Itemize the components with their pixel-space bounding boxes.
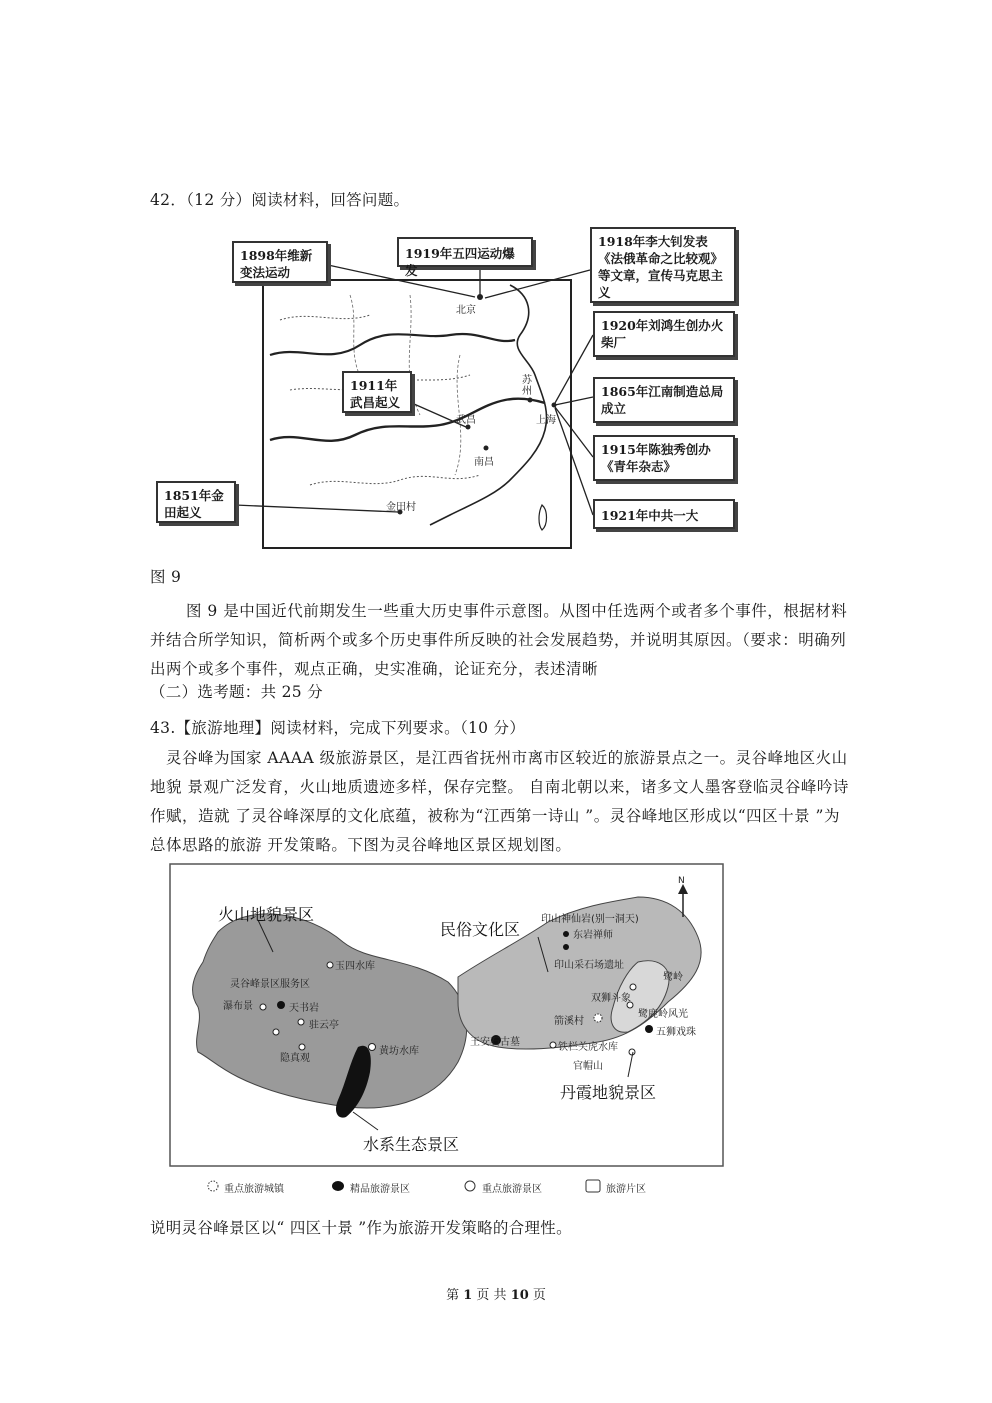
city-nanchang: 南昌 [474, 457, 494, 468]
spot-shuangshi: 双狮斗象 [591, 993, 631, 1004]
city-beijing: 北京 [456, 305, 476, 316]
q42-heading: 42．（12 分）阅读材料，回答问题。 [150, 191, 410, 209]
q42-paragraph: 图 9 是中国近代前期发生一些重大历史事件示意图。从图中任选两个或者多个事件，根据材料并结合所学知识，简析两个或多个历史事件所反映的社会发展趋势，并说明其原因。（要求：明确列出两个或多个事件，观点正确，史实准确，论证充分，表述清晰 [150, 602, 848, 678]
legend-area: 旅游片区 [606, 1184, 646, 1195]
legend-town: 重点旅游城镇 [224, 1184, 284, 1195]
event-box-1918: 1918年李大钊发表《法俄革命之比较观》等文章，宣传马克思主义 [590, 227, 736, 303]
spot-fuwu: 灵谷峰景区服务区 [230, 979, 310, 990]
zone-folk-label: 民俗文化区 [440, 920, 521, 939]
event-box-1921: 1921年中共一大 [593, 499, 735, 529]
spot-wangan: 王安石古墓 [470, 1037, 520, 1048]
q43-paragraph: 灵谷峰为国家 AAAA 级旅游景区，是江西省抚州市离市区较近的旅游景点之一。灵谷峰地区火山地貌 景观广泛发育，火山地质遗迹多样，保存完整。 自南北朝以来，诸多文人墨客登临灵谷峰吟诗作赋，造就 了灵谷峰深厚的文化底蕴，被称为“江西第一诗山 ”。灵谷峰地区形成以“四区十景 ”为总体思路的旅游 开发策略。下图为灵谷峰地区景区规划图。 [150, 749, 849, 854]
spot-lingling: 鹭岭 [663, 972, 683, 983]
legend-boutique: 精品旅游景区 [350, 1184, 410, 1195]
zone-volcano-label: 火山地貌景区 [218, 905, 315, 924]
legend-key: 重点旅游景区 [482, 1184, 542, 1195]
spot-yusi: 玉四水库 [335, 961, 375, 972]
spot-yinshan-caishi: 印山采石场遗址 [554, 960, 624, 971]
zone-danxia-label: 丹霞地貌景区 [560, 1083, 657, 1102]
footer-total-pages: 10 [510, 1288, 529, 1303]
spot-guanmao: 官帽山 [573, 1061, 603, 1072]
city-wuchang: 武昌 [456, 415, 476, 426]
history-map-figure [150, 225, 750, 555]
spot-tianshu: 天书岩 [289, 1003, 319, 1014]
event-box-1915: 1915年陈独秀创办《青年杂志》 [593, 435, 735, 481]
spot-pubu: 瀑布景 [223, 1001, 253, 1012]
q43-question: 说明灵谷峰景区以“ 四区十景 ”作为旅游开发策略的合理性。 [150, 1219, 572, 1237]
spot-huangfang: 黄坊水库 [379, 1046, 419, 1057]
event-box-1898: 1898年维新变法运动 [232, 241, 328, 283]
event-box-1911: 1911年武昌起义 [342, 371, 412, 413]
section-2-heading: （二）选考题：共 25 分 [150, 683, 323, 701]
spot-tielan: 铁栏关虎水库 [558, 1042, 618, 1053]
spot-wushi: 五狮戏珠 [656, 1027, 696, 1038]
event-box-1919: 1919年五四运动爆发 [397, 237, 533, 267]
linggu-map-figure [168, 862, 726, 1200]
zone-water-label: 水系生态景区 [363, 1135, 460, 1154]
city-shanghai: 上海 [536, 415, 556, 426]
north-label: N [678, 876, 685, 886]
spot-zhenjiang: 箭溪村 [554, 1016, 584, 1027]
city-jintian: 金田村 [386, 502, 416, 513]
event-box-1851: 1851年金田起义 [156, 481, 236, 523]
spot-dongyan: 东岩禅师 [573, 930, 613, 941]
q43-heading: 43.【旅游地理】阅读材料，完成下列要求。（10 分） [150, 719, 526, 737]
footer-post: 页 [532, 1288, 546, 1303]
spot-yinshan-xianyan: 印山神仙岩(别一洞天) [541, 914, 639, 925]
footer-pre: 第 [446, 1288, 460, 1303]
city-suzhou: 苏州 [522, 375, 532, 397]
figure-9-label: 图 9 [150, 568, 182, 586]
page-footer [0, 1284, 992, 1303]
footer-mid: 页 共 [476, 1288, 507, 1303]
event-box-1865: 1865年江南制造总局成立 [593, 377, 735, 423]
footer-page-number: 1 [463, 1288, 473, 1303]
spot-zhuyun: 驻云亭 [309, 1020, 339, 1031]
spot-yinzhen: 隐真观 [280, 1053, 310, 1064]
spot-luhuling: 鹭鹿岭风光 [638, 1009, 688, 1020]
event-box-1920: 1920年刘鸿生创办火柴厂 [593, 311, 735, 357]
